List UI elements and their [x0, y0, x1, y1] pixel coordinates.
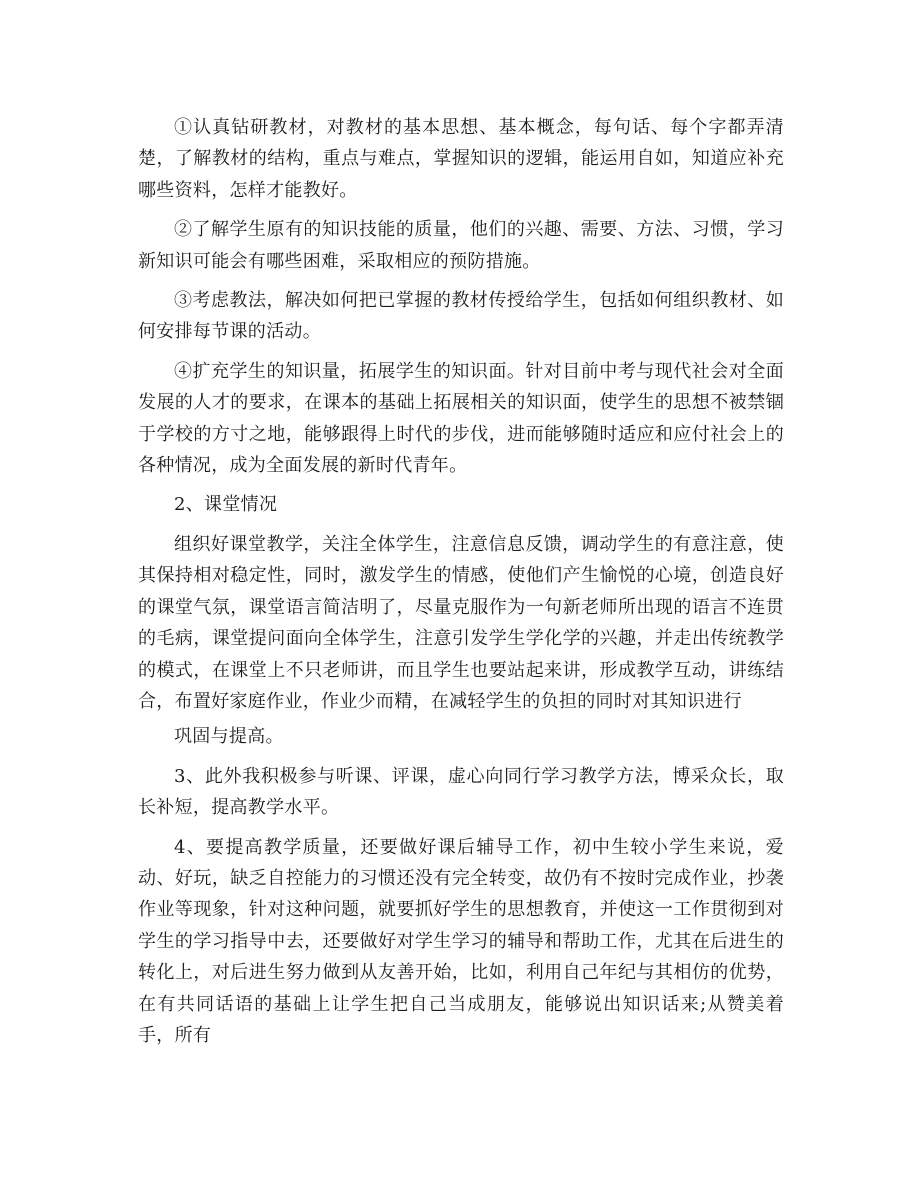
document-body [138, 112, 784, 1059]
paragraph-teaching-method: ③考虑教法，解决如何把已掌握的教材传授给学生，包括如何组织教材、如何安排每节课的活动。 [138, 290, 784, 343]
section-heading-classroom: 2、课堂情况 [174, 494, 278, 516]
paragraph-after-class-tutoring: 4、要提高教学质量，还要做好课后辅导工作，初中生较小学生来说，爱动、好玩，缺乏自控能力的习惯还没有完全转变，故仍有不按时完成作业，抄袭作业等现象，针对这种问题，就要抓好学生的思想教育，并使这一工作贯彻到对学生的学习指导中去，还要做好对学生学习的辅导和帮助工作，尤其在后进生的转化上，对后进生努力做到从友善开始，比如，利用自己年纪与其相仿的优势，在有共同话语的基础上让学生把自己当成朋友，能够说出知识话来;从赞美着手，所有 [138, 836, 784, 1046]
paragraph-consolidate: 巩固与提高。 [174, 726, 284, 748]
paragraph-understand-students: ②了解学生原有的知识技能的质量，他们的兴趣、需要、方法、习惯，学习新知识可能会有哪些困难，采取相应的预防措施。 [138, 219, 784, 272]
paragraph-expand-knowledge: ④扩充学生的知识量，拓展学生的知识面。针对目前中考与现代社会对全面发展的人才的要求，在课本的基础上拓展相关的知识面，使学生的思想不被禁锢于学校的方寸之地，能够跟得上时代的步伐，进而能够随时适应和应付社会上的各种情况，成为全面发展的新时代青年。 [138, 360, 784, 477]
paragraph-prepare-textbook: ①认真钻研教材，对教材的基本思想、基本概念，每句话、每个字都弄清楚，了解教材的结构，重点与难点，掌握知识的逻辑，能运用自如，知道应补充哪些资料，怎样才能教好。 [138, 117, 784, 201]
paragraph-lesson-observation: 3、此外我积极参与听课、评课，虚心向同行学习教学方法，博采众长，取长补短，提高教学水平。 [138, 765, 784, 819]
paragraph-classroom-organization: 组织好课堂教学，关注全体学生，注意信息反馈，调动学生的有意注意，使其保持相对稳定性，同时，激发学生的情感，使他们产生愉悦的心境，创造良好的课堂气氛，课堂语言简洁明了，尽量克服作为一句新老师所出现的语言不连贯的毛病，课堂提问面向全体学生，注意引发学生学化学的兴趣，并走出传统教学的模式，在课堂上不只老师讲，而且学生也要站起来讲，形成教学互动，讲练结合，布置好家庭作业，作业少而精，在减轻学生的负担的同时对其知识进行 [138, 533, 784, 712]
